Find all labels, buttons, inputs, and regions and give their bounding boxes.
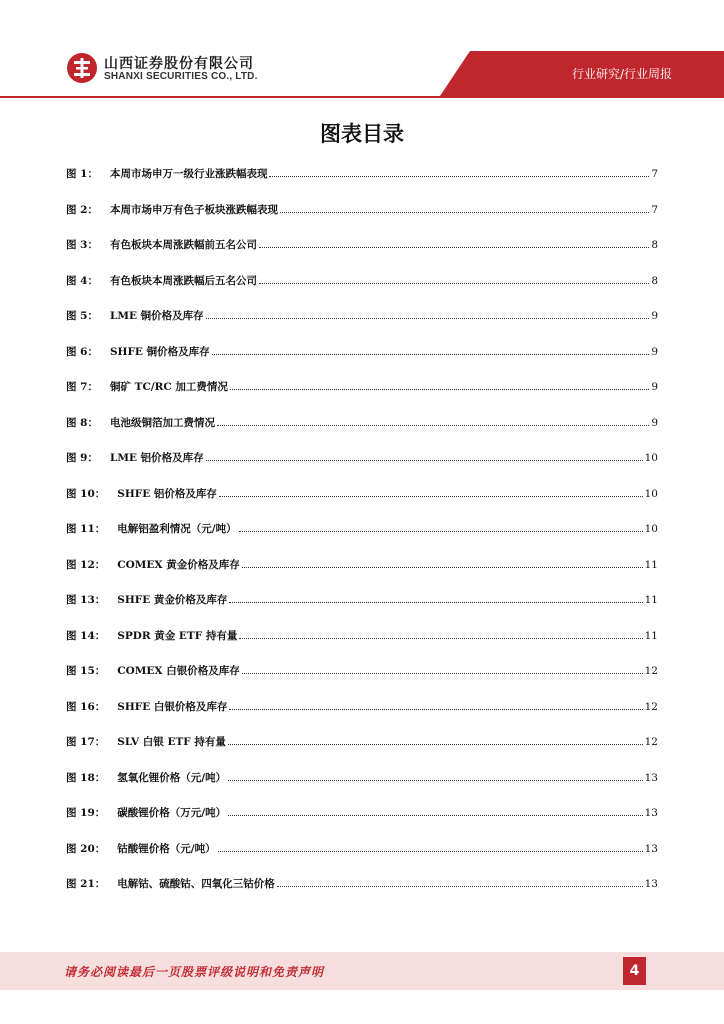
toc-page-number: 12 — [644, 665, 658, 677]
toc-page-number: 9 — [651, 345, 658, 358]
toc-figure-number: 图 17： — [66, 736, 106, 748]
toc-page-number: 11 — [644, 629, 658, 642]
toc-figure-number: 图 16： — [66, 700, 106, 713]
toc-page-number: 10 — [644, 452, 658, 464]
toc-entry[interactable] — [66, 519, 658, 555]
toc-figure-number: 图 14： — [66, 629, 106, 642]
toc-entry[interactable] — [66, 590, 658, 626]
toc-figure-number: 图 2： — [66, 203, 98, 216]
toc-figure-title: SPDR 黄金 ETF 持有量 — [117, 629, 238, 642]
toc-entry[interactable] — [66, 555, 658, 591]
toc-figure-title: LME 铝价格及库存 — [109, 452, 204, 464]
toc-figure-number: 图 8： — [66, 416, 98, 429]
toc-figure-title: 钴酸锂价格（元/吨） — [117, 842, 216, 855]
toc-dot-leader — [242, 661, 643, 674]
toc-figure-title: LME 铜价格及库存 — [109, 310, 204, 322]
toc-page-number: 13 — [644, 807, 658, 819]
toc-entry[interactable] — [66, 732, 658, 768]
toc-dot-leader — [239, 519, 643, 532]
toc-page-number: 8 — [651, 239, 658, 251]
toc-figure-number: 图 9： — [66, 452, 98, 464]
toc-figure-title: SHFE 黄金价格及库存 — [117, 594, 228, 606]
toc-figure-number: 图 19： — [66, 807, 106, 819]
toc-dot-leader — [229, 590, 642, 603]
toc-dot-leader — [219, 484, 643, 497]
toc-dot-leader — [269, 164, 649, 177]
page-number: 4 — [623, 957, 646, 985]
toc-entry[interactable] — [66, 413, 658, 449]
toc-dot-leader — [228, 803, 643, 816]
toc-figure-title: 电池级铜箔加工费情况 — [109, 416, 215, 429]
toc-entry[interactable] — [66, 484, 658, 520]
toc-figure-title: 碳酸锂价格（万元/吨） — [117, 807, 227, 819]
toc-figure-title: 有色板块本周涨跌幅前五名公司 — [109, 239, 257, 251]
toc-entry[interactable] — [66, 448, 658, 484]
toc-figure-number: 图 11： — [66, 523, 106, 535]
toc-figure-number: 图 10： — [66, 487, 106, 500]
toc-figure-number: 图 3： — [66, 239, 98, 251]
toc-figure-number: 图 18： — [66, 771, 106, 784]
toc-dot-leader — [206, 306, 650, 319]
toc-page-number: 13 — [644, 842, 658, 855]
toc-entry[interactable] — [66, 874, 658, 910]
toc-entry[interactable] — [66, 271, 658, 307]
toc-figure-number: 图 6： — [66, 345, 98, 358]
toc-entry[interactable] — [66, 803, 658, 839]
toc-figure-number: 图 15： — [66, 665, 106, 677]
toc-page-number: 9 — [651, 310, 658, 322]
toc-page-number: 10 — [644, 487, 658, 500]
toc-figure-number: 图 13： — [66, 594, 106, 606]
toc-entry[interactable] — [66, 200, 658, 236]
toc-figure-number: 图 12： — [66, 558, 106, 571]
toc-page-number: 11 — [644, 594, 658, 606]
toc-dot-leader — [230, 377, 649, 390]
toc-entry[interactable] — [66, 839, 658, 875]
toc-dot-leader — [242, 555, 643, 568]
toc-dot-leader — [212, 342, 650, 355]
toc-page-number: 11 — [644, 558, 658, 571]
toc-dot-leader — [239, 626, 642, 639]
toc-dot-leader — [228, 732, 643, 745]
toc-figure-number: 图 21： — [66, 878, 106, 890]
toc-dot-leader — [259, 235, 649, 248]
toc-entry[interactable] — [66, 342, 658, 378]
toc-figure-number: 图 7： — [66, 381, 98, 393]
toc-figure-title: 有色板块本周涨跌幅后五名公司 — [109, 274, 257, 287]
toc-dot-leader — [280, 200, 649, 213]
toc-page-number: 7 — [651, 203, 658, 216]
toc-figure-title: 电解铝盈利情况（元/吨） — [117, 523, 237, 535]
toc-figure-number: 图 1： — [66, 168, 98, 180]
toc-page-number: 12 — [644, 700, 658, 713]
toc-figure-number: 图 5： — [66, 310, 98, 322]
header-band — [0, 0, 724, 100]
toc-dot-leader — [206, 448, 643, 461]
company-logo-icon — [66, 52, 98, 84]
toc-entry[interactable] — [66, 306, 658, 342]
toc-dot-leader — [277, 874, 643, 887]
figure-toc-list — [66, 164, 658, 910]
page-title: 图表目录 — [320, 122, 404, 146]
toc-page-number: 9 — [651, 416, 658, 429]
company-name-cn: 山西证券股份有限公司 — [104, 56, 254, 72]
toc-entry[interactable] — [66, 377, 658, 413]
toc-page-number: 9 — [651, 381, 658, 393]
toc-figure-title: 铜矿 TC/RC 加工费情况 — [109, 381, 228, 393]
toc-entry[interactable] — [66, 235, 658, 271]
toc-figure-title: 电解钴、硫酸钴、四氧化三钴价格 — [117, 878, 275, 890]
toc-figure-number: 图 20： — [66, 842, 106, 855]
toc-entry[interactable] — [66, 661, 658, 697]
toc-figure-title: SHFE 白银价格及库存 — [117, 700, 228, 713]
toc-figure-number: 图 4： — [66, 274, 98, 287]
toc-dot-leader — [217, 413, 649, 426]
toc-dot-leader — [228, 768, 643, 781]
toc-figure-title: SHFE 铜价格及库存 — [109, 345, 210, 358]
toc-dot-leader — [259, 271, 649, 284]
toc-page-number: 7 — [651, 168, 658, 180]
toc-entry[interactable] — [66, 164, 658, 200]
toc-page-number: 13 — [644, 771, 658, 784]
toc-entry[interactable] — [66, 626, 658, 662]
toc-figure-title: 本周市场申万有色子板块涨跌幅表现 — [109, 203, 278, 216]
report-type-label: 行业研究/行业周报 — [571, 67, 672, 81]
toc-figure-title: COMEX 白银价格及库存 — [117, 665, 240, 677]
company-name-en: SHANXI SECURITIES CO., LTD. — [104, 71, 258, 82]
toc-dot-leader — [229, 697, 642, 710]
toc-figure-title: 氢氧化锂价格（元/吨） — [117, 771, 227, 784]
toc-entry[interactable] — [66, 697, 658, 733]
toc-page-number: 8 — [651, 274, 658, 287]
toc-page-number: 10 — [644, 523, 658, 535]
toc-dot-leader — [218, 839, 643, 852]
disclaimer-notice: 请务必阅读最后一页股票评级说明和免责声明 — [64, 965, 325, 979]
toc-page-number: 12 — [644, 736, 658, 748]
toc-entry[interactable] — [66, 768, 658, 804]
toc-figure-title: SHFE 铝价格及库存 — [117, 487, 217, 500]
toc-figure-title: COMEX 黄金价格及库存 — [117, 558, 240, 571]
toc-page-number: 13 — [644, 878, 658, 890]
toc-figure-title: 本周市场申万一级行业涨跌幅表现 — [109, 168, 268, 180]
toc-figure-title: SLV 白银 ETF 持有量 — [117, 736, 226, 748]
